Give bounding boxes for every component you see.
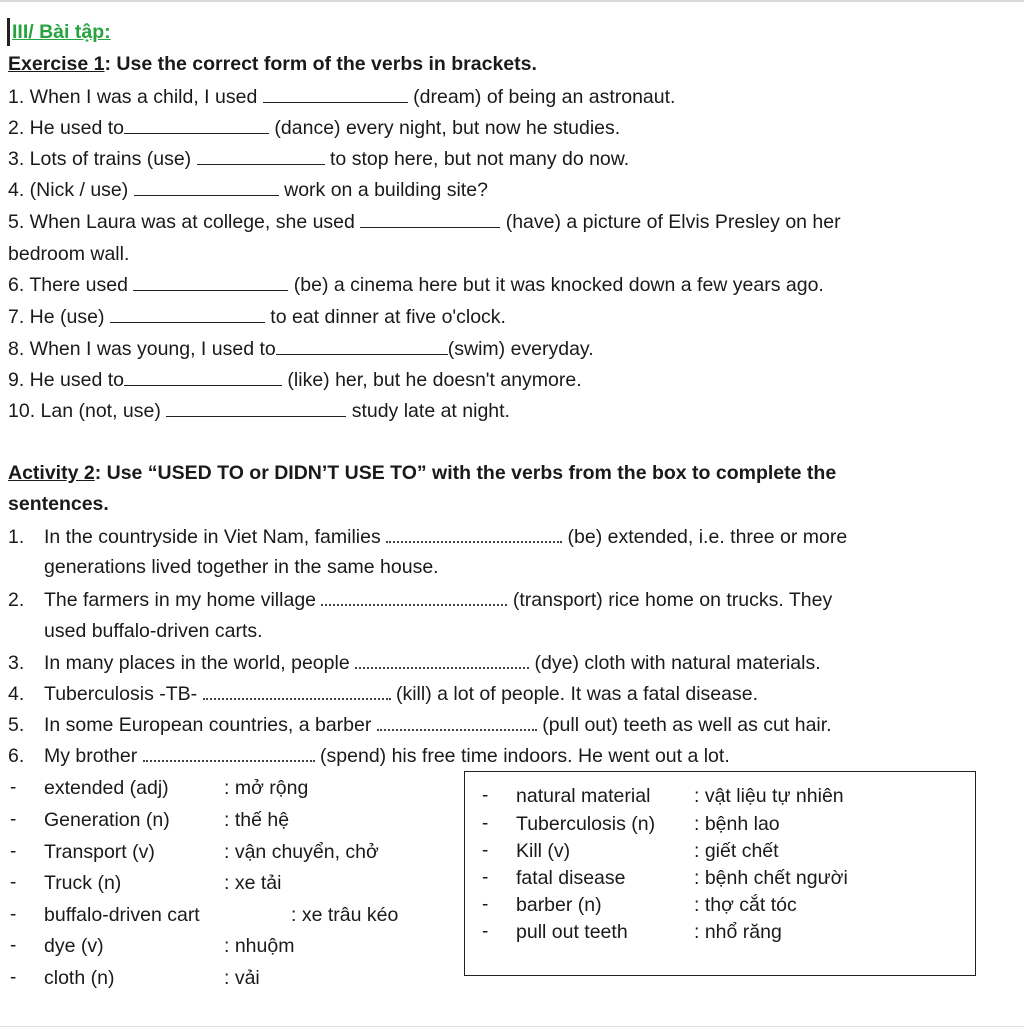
- vocab-meaning: : nhuộm: [224, 935, 295, 957]
- ex1-item-text: 10. Lan (not, use): [8, 400, 167, 422]
- exercise1-label: Exercise 1: [8, 53, 105, 75]
- vocab-term: cloth (n): [44, 967, 115, 989]
- act2-item-text: In the countryside in Viet Nam, families: [44, 526, 387, 548]
- answer-blank[interactable]: [360, 210, 500, 228]
- vocab-meaning: : xe tải: [224, 872, 282, 894]
- ex1-item-text: 3. Lots of trains (use): [8, 148, 197, 170]
- vocab-term: Truck (n): [44, 872, 122, 894]
- vocab-term: fatal disease: [516, 867, 626, 889]
- ex1-item-text: 8. When I was young, I used to: [8, 338, 276, 360]
- ex1-item-text: 2. He used to: [8, 117, 124, 139]
- ex1-item-text: 6. There used: [8, 274, 134, 296]
- ex1-item-5-cont: [8, 242, 129, 266]
- vocab-meaning: : vận chuyển, chở: [224, 841, 379, 863]
- bullet-dash: -: [10, 809, 17, 830]
- ex1-item-9: [8, 368, 582, 392]
- ex1-item-text: (dream) of being an astronaut.: [407, 86, 676, 108]
- ex1-item-5: [8, 210, 841, 234]
- ex1-item-text: (be) a cinema here but it was knocked down a few years ago.: [288, 274, 824, 296]
- ex1-item-10: [8, 399, 510, 423]
- act2-item-number: 5.: [8, 714, 25, 736]
- bullet-dash: -: [482, 813, 489, 834]
- act2-item-number: 3.: [8, 652, 25, 674]
- ex1-item-text: 9. He used to: [8, 369, 124, 391]
- exercise1-title: [8, 52, 537, 76]
- answer-blank[interactable]: [166, 399, 346, 417]
- vocab-meaning: : bệnh chết người: [694, 867, 848, 889]
- activity2-title: [8, 461, 836, 485]
- act2-item-2: [8, 587, 832, 612]
- answer-blank[interactable]: [143, 743, 315, 762]
- vocab-meaning: : giết chết: [694, 840, 779, 862]
- act2-item-5: [8, 712, 832, 737]
- bullet-dash: -: [482, 840, 489, 861]
- bullet-dash: -: [10, 841, 17, 862]
- bullet-dash: -: [482, 894, 489, 915]
- ex1-item-text: 5. When Laura was at college, she used: [8, 211, 361, 233]
- act2-item-3: [8, 650, 821, 675]
- answer-blank[interactable]: [263, 85, 408, 103]
- answer-blank[interactable]: [203, 681, 391, 700]
- act2-item-text: Tuberculosis -TB-: [44, 683, 203, 705]
- vocab-term: dye (v): [44, 935, 104, 957]
- ex1-item-4: [8, 178, 488, 202]
- answer-blank[interactable]: [133, 273, 288, 291]
- vocab-meaning: : mở rộng: [224, 777, 309, 799]
- act2-item-text: My brother: [44, 745, 143, 767]
- vocab-meaning: : nhổ răng: [694, 921, 782, 943]
- ex1-item-text: 1. When I was a child, I used: [8, 86, 263, 108]
- ex1-item-text: (dance) every night, but now he studies.: [269, 117, 621, 139]
- act2-item-text: (pull out) teeth as well as cut hair.: [536, 714, 832, 736]
- section-heading: III/ Bài tập:: [12, 21, 111, 43]
- answer-blank[interactable]: [321, 587, 507, 606]
- ex1-item-text: (have) a picture of Elvis Presley on her: [500, 211, 841, 233]
- answer-blank[interactable]: [110, 305, 265, 323]
- answer-blank[interactable]: [124, 116, 269, 134]
- ex1-item-text: 7. He (use): [8, 306, 110, 328]
- act2-item-number: 4.: [8, 683, 25, 705]
- vocab-term: Transport (v): [44, 841, 155, 863]
- ex1-item-8: [8, 337, 594, 361]
- act2-item-1: [8, 524, 847, 549]
- ex1-item-text: study late at night.: [346, 400, 510, 422]
- ex1-item-text: 4. (Nick / use): [8, 179, 134, 201]
- top-border: [0, 0, 1024, 2]
- vocab-term: Kill (v): [516, 840, 571, 862]
- vocab-term: pull out teeth: [516, 921, 628, 943]
- vocab-term: barber (n): [516, 894, 602, 916]
- ex1-item-text: to eat dinner at five o'clock.: [264, 306, 506, 328]
- bullet-dash: -: [10, 967, 17, 988]
- bullet-dash: -: [10, 872, 17, 893]
- answer-blank[interactable]: [355, 650, 529, 669]
- vocab-meaning: : vật liệu tự nhiên: [694, 785, 844, 807]
- ex1-item-1: [8, 85, 675, 109]
- act2-item-text: In some European countries, a barber: [44, 714, 377, 736]
- bullet-dash: -: [10, 935, 17, 956]
- act2-item-text: In many places in the world, people: [44, 652, 356, 674]
- vocab-term: Tuberculosis (n): [516, 813, 656, 835]
- ex1-item-6: [8, 273, 824, 297]
- vocab-term: extended (adj): [44, 777, 169, 799]
- bullet-dash: -: [10, 904, 17, 925]
- ex1-item-7: [8, 305, 506, 329]
- act2-item-1-cont: generations lived together in the same house.: [44, 556, 439, 578]
- activity2-instruction: : Use “USED TO or DIDN’T USE TO” with the verbs from the box to complete the: [94, 462, 837, 484]
- act2-item-text: The farmers in my home village: [44, 589, 322, 611]
- ex1-item-3: [8, 147, 629, 171]
- act2-item-text: (be) extended, i.e. three or more: [562, 526, 848, 548]
- vocab-term: Generation (n): [44, 809, 170, 831]
- vocab-meaning: : thế hệ: [224, 809, 290, 831]
- bullet-dash: -: [482, 867, 489, 888]
- ex1-item-2: [8, 116, 620, 140]
- activity2-label: Activity 2: [8, 462, 95, 484]
- act2-item-text: (transport) rice home on trucks. They: [507, 589, 833, 611]
- act2-item-number: 6.: [8, 745, 25, 767]
- act2-item-number: 2.: [8, 589, 25, 611]
- activity2-instruction-cont: sentences.: [8, 493, 109, 515]
- bullet-dash: -: [10, 777, 17, 798]
- vocab-meaning: : xe trâu kéo: [291, 904, 399, 926]
- heading-bar: [7, 18, 10, 46]
- ex1-item-text: (like) her, but he doesn't anymore.: [282, 369, 582, 391]
- vocab-meaning: : thợ cắt tóc: [694, 894, 797, 916]
- act2-item-2-cont: used buffalo-driven carts.: [44, 620, 263, 642]
- answer-blank[interactable]: [276, 337, 448, 355]
- exercise1-instruction: : Use the correct form of the verbs in brackets.: [104, 53, 537, 75]
- ex1-item-text: to stop here, but not many do now.: [324, 148, 630, 170]
- ex1-item-text: (swim) everyday.: [447, 338, 594, 360]
- answer-blank[interactable]: [134, 178, 279, 196]
- answer-blank[interactable]: [377, 712, 537, 731]
- act2-item-text: (dye) cloth with natural materials.: [529, 652, 821, 674]
- ex1-item-text: work on a building site?: [278, 179, 488, 201]
- act2-item-text: (spend) his free time indoors. He went out a lot.: [314, 745, 730, 767]
- answer-blank[interactable]: [124, 368, 282, 386]
- answer-blank[interactable]: [197, 147, 325, 165]
- vocab-term: natural material: [516, 785, 651, 807]
- vocab-meaning: : bệnh lao: [694, 813, 780, 835]
- vocab-term: buffalo-driven cart: [44, 904, 200, 926]
- act2-item-number: 1.: [8, 526, 25, 548]
- bullet-dash: -: [482, 785, 489, 806]
- act2-item-4: [8, 681, 758, 706]
- act2-item-text: (kill) a lot of people. It was a fatal disease.: [390, 683, 758, 705]
- act2-item-6: [8, 743, 730, 768]
- answer-blank[interactable]: [386, 524, 562, 543]
- vocab-meaning: : vải: [224, 967, 260, 989]
- bottom-border: [0, 1026, 1024, 1027]
- bullet-dash: -: [482, 921, 489, 942]
- ex1-item-text: bedroom wall.: [8, 243, 130, 265]
